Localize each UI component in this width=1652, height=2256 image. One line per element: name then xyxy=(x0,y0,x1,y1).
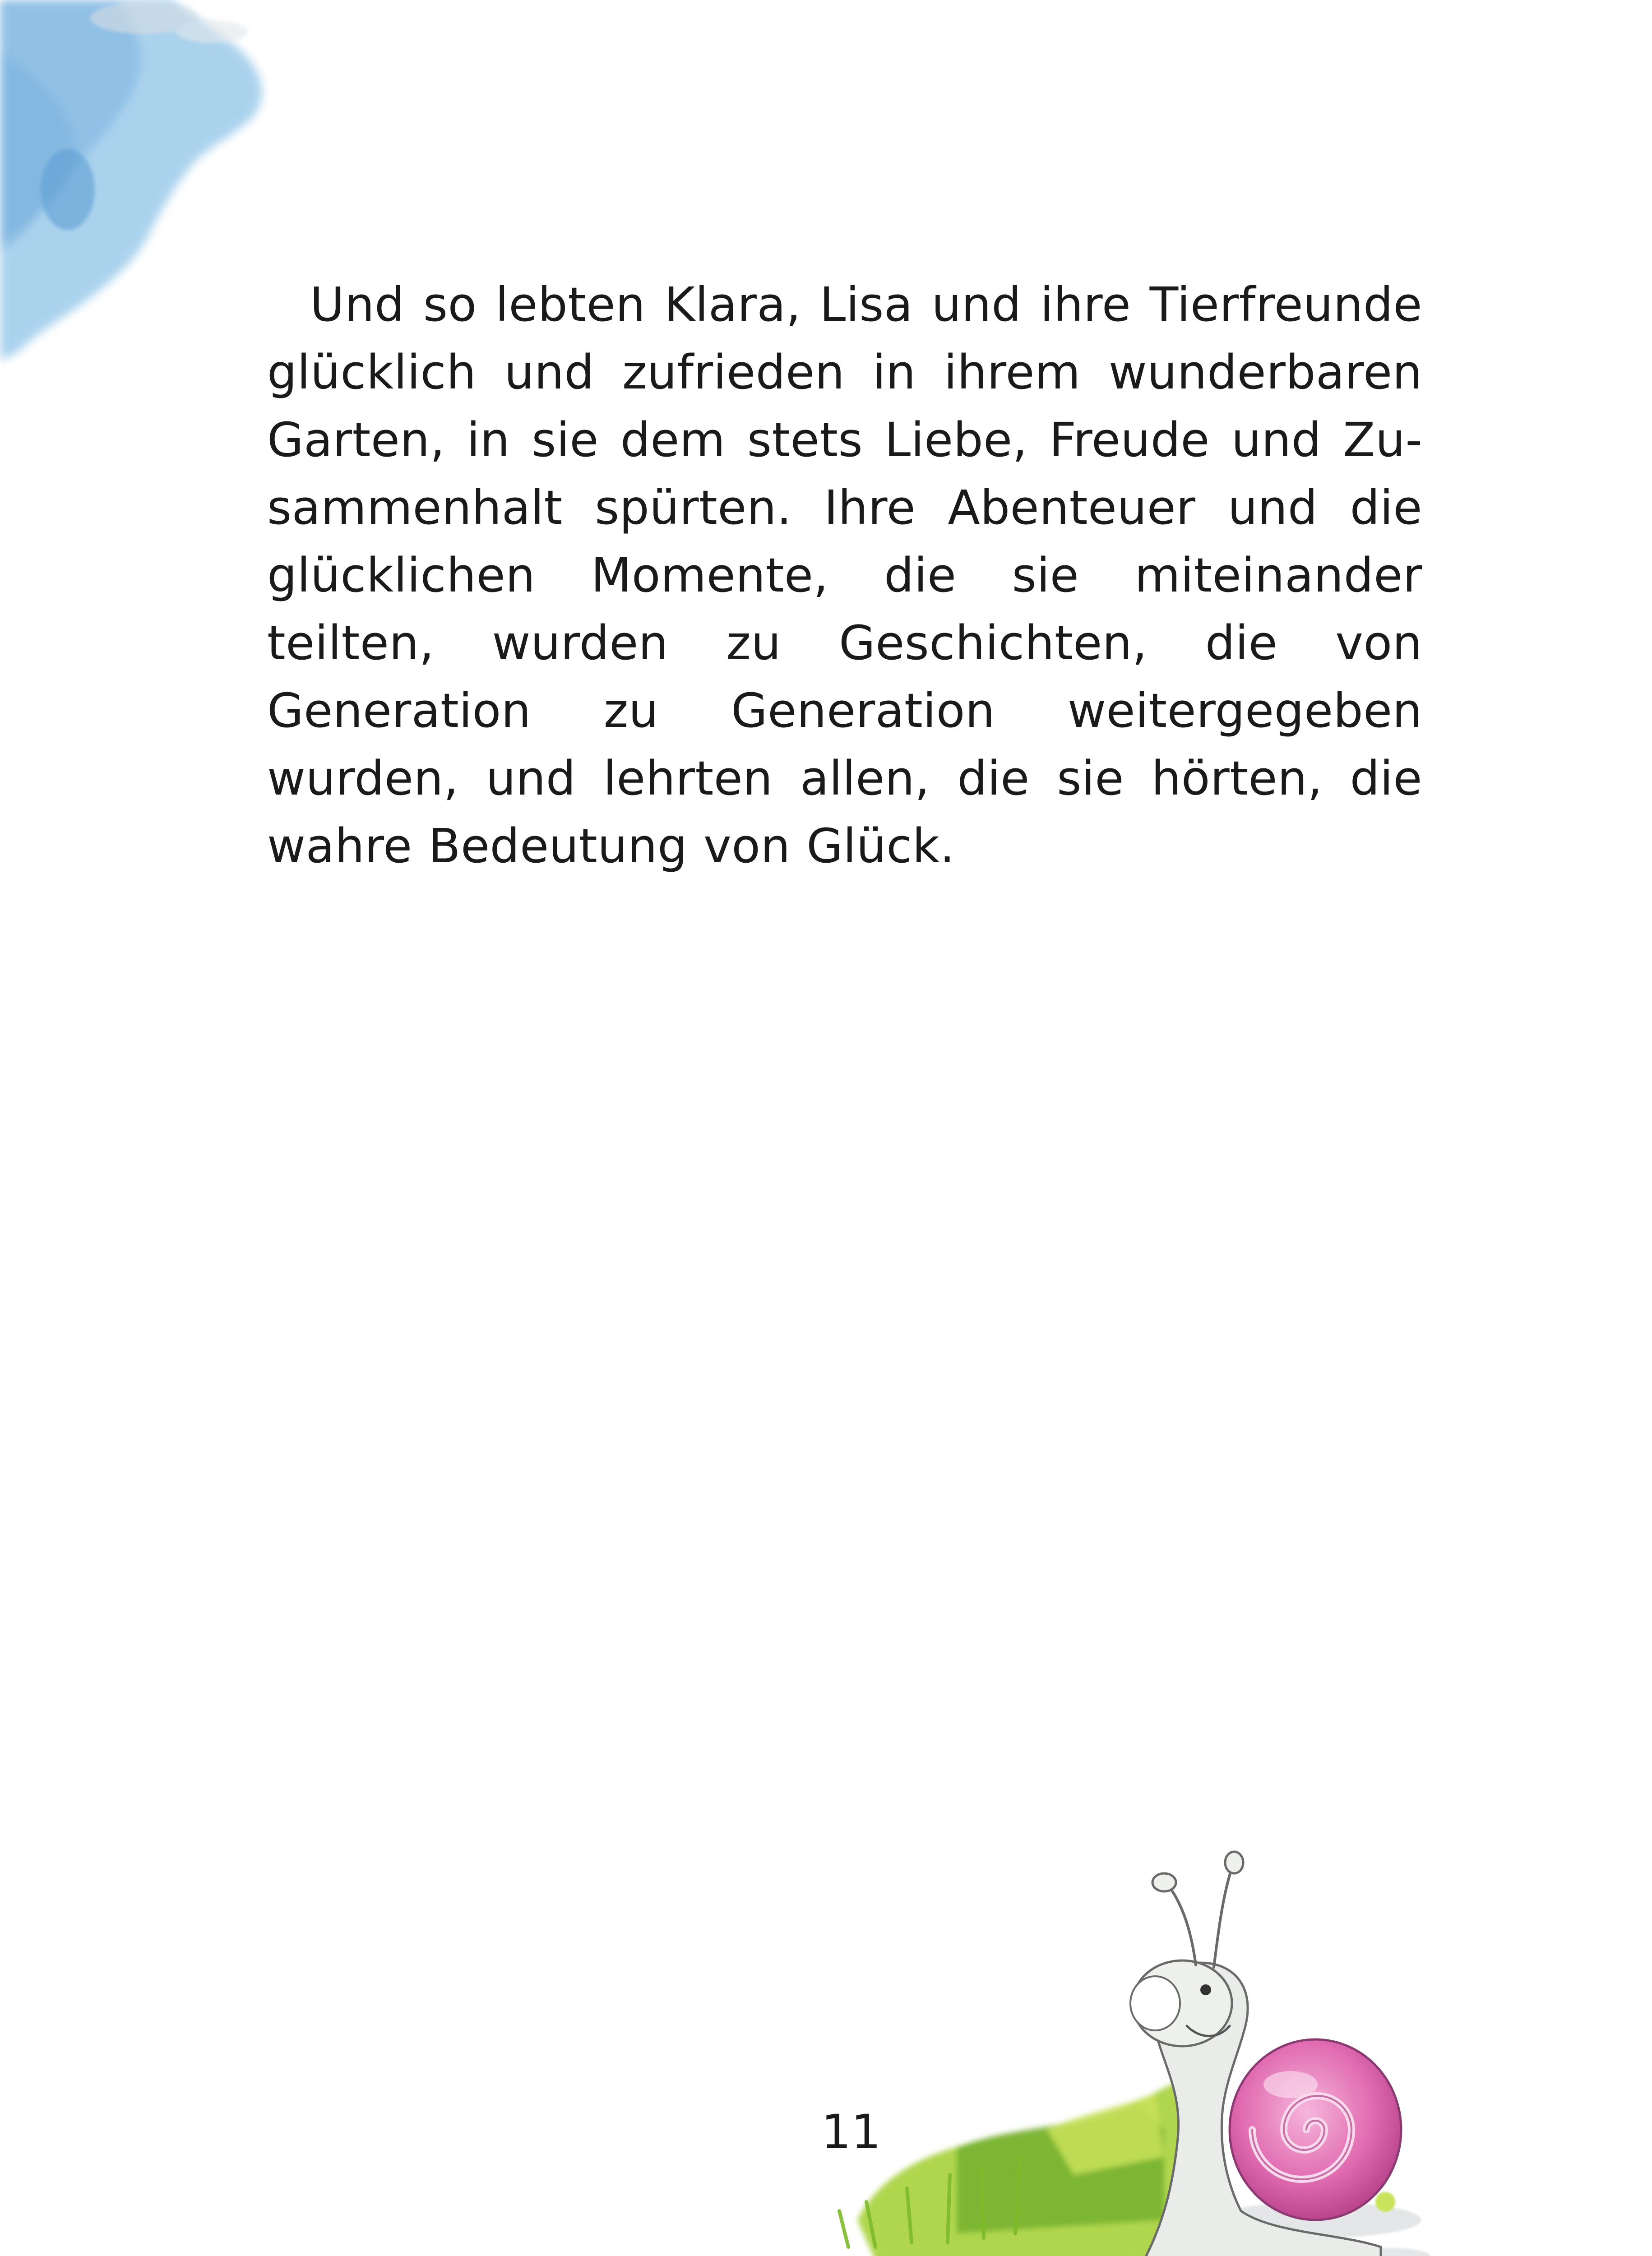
page-number: 11 xyxy=(821,2104,881,2159)
story-paragraph: Und so lebten Klara, Lisa und ihre Tierfreunde glücklich und zufrieden in ihrem wunderbaren Garten, in sie dem stets Liebe, Freude und Zusammenhalt spürten. Ihre Abenteuer und die glücklichen Momente, die sie miteinander teilten, wurden zu Geschichten, die von Generation zu Generation weitergegeben wurden, und lehrten allen, die sie hörten, die wahre Bedeutung von Glück. xyxy=(267,277,1422,874)
snail-icon xyxy=(821,1814,1462,2256)
